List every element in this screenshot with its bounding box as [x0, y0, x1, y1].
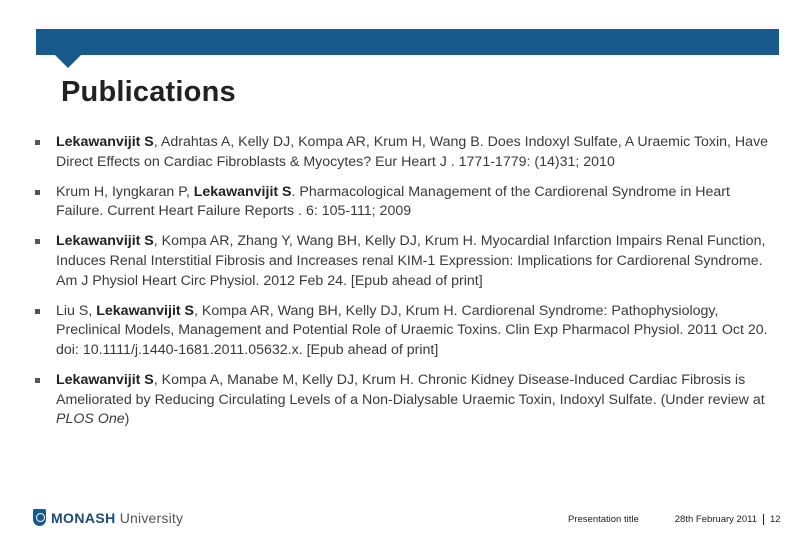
publication-citation: , Kompa AR, Wang BH, Kelly DJ, Krum H. Cardiorenal Syndrome: Pathophysiology, Preclinical Models, Management and Potential Role of Uraemic Toxins. Clin Exp Pharmacol Physiol. 2011 Oct 20. doi: 10.1111/j.1440-1681.2011.05632.x. [Epub ahead of print] — [56, 302, 768, 358]
logo-wordmark — [51, 510, 183, 526]
header-notch — [55, 55, 81, 68]
header-bar — [36, 29, 779, 55]
publication-item — [34, 133, 779, 172]
publication-end: ) — [124, 411, 130, 428]
square-bullet-icon — [35, 190, 40, 195]
publication-highlight-author: Lekawanvijit S — [56, 134, 154, 150]
monash-crest-icon — [33, 509, 46, 526]
square-bullet-icon — [35, 309, 40, 314]
logo-wordmark-bold: MONASH — [51, 509, 116, 526]
publication-highlight-author: Lekawanvijit S — [56, 371, 154, 388]
publication-citation: , Kompa AR, Zhang Y, Wang BH, Kelly DJ, Krum H. Myocardial Infarction Impairs Renal Function, Induces Renal Interstitial Fibrosis and Increases renal KIM-1 Expression: Implications for Cardiorenal Syndrome. Am J Physiol Heart Circ Physiol. 2012 Feb 24. [Epub ahead of print] — [56, 233, 766, 289]
square-bullet-icon — [35, 140, 40, 145]
publication-citation: , Kompa A, Manabe M, Kelly DJ, Krum H. Chronic Kidney Disease-Induced Cardiac Fibrosis is Ameliorated by Reducing Circulating Levels of a Non-Dialysable Uraemic Toxin, Indoxyl Sulfate. (Under review at — [56, 371, 765, 408]
footer-date: 28th February 2011 — [674, 514, 757, 525]
square-bullet-icon — [35, 239, 40, 244]
publication-list — [34, 133, 779, 440]
publication-journal-italic: PLOS One — [56, 411, 125, 428]
publication-highlight-author: Lekawanvijit S — [96, 302, 195, 319]
footer-page-number: 12 — [769, 514, 781, 525]
publication-highlight-author: Lekawanvijit S — [193, 183, 292, 200]
publication-item — [34, 302, 779, 361]
publication-item — [34, 183, 779, 222]
publication-authors-pre: Krum H, Iyngkaran P, — [56, 183, 194, 200]
slide-footer — [568, 514, 781, 525]
footer-divider — [763, 514, 764, 525]
publication-citation: , Adrahtas A, Kelly DJ, Kompa AR, Krum H, Wang B. Does Indoxyl Sulfate, A Uraemic Toxin, Have Direct Effects on Cardiac Fibroblasts & Myocytes? Eur Heart J . 1771-1779: (14)31; 2010 — [56, 134, 769, 170]
logo-wordmark-rest: University — [115, 509, 184, 526]
publication-item — [34, 371, 779, 430]
page-title: Publications — [61, 76, 236, 108]
square-bullet-icon — [35, 378, 40, 383]
publication-authors-pre: Liu S, — [56, 302, 97, 319]
publication-highlight-author: Lekawanvijit S — [56, 233, 154, 250]
footer-presentation-title: Presentation title — [568, 514, 639, 525]
publication-item — [34, 232, 779, 291]
publication-citation: . Pharmacological Management of the Cardiorenal Syndrome in Heart Failure. Current Heart Failure Reports . 6: 105-111; 2009 — [56, 183, 730, 220]
monash-logo — [33, 509, 183, 526]
